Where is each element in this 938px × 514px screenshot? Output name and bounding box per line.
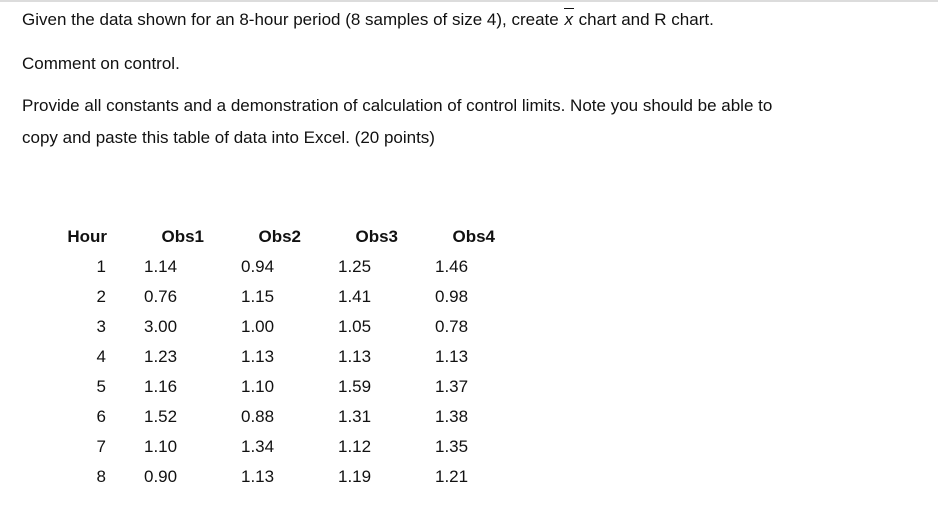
hour-cell: 5 <box>96 377 106 396</box>
obs4-cell <box>398 342 495 372</box>
obs-value: 1.13 <box>338 347 372 366</box>
obs-value: 1.19 <box>338 467 372 486</box>
question-paragraph <box>22 90 932 154</box>
table-row <box>40 372 495 402</box>
obs-value: 1.10 <box>144 437 178 456</box>
table-row <box>40 402 495 432</box>
hour-cell: 1 <box>96 257 106 276</box>
obs4-cell <box>398 402 495 432</box>
obs2-cell <box>204 462 301 492</box>
obs3-cell <box>301 372 398 402</box>
x-bar-symbol: x <box>563 4 574 36</box>
obs2-cell <box>204 432 301 462</box>
obs3-cell <box>301 252 398 282</box>
obs-value: 1.23 <box>144 347 178 366</box>
obs1-cell <box>107 252 204 282</box>
question-line-3: Provide all constants and a demonstration of calculation of control limits. Note you should be able to <box>22 96 773 115</box>
header-obs4: Obs4 <box>452 227 495 246</box>
table-row <box>40 462 495 492</box>
obs3-cell <box>301 312 398 342</box>
top-divider <box>0 0 938 2</box>
question-line-4: copy and paste this table of data into Excel. (20 points) <box>22 128 435 147</box>
obs-value: 0.88 <box>241 407 275 426</box>
obs-value: 1.52 <box>144 407 178 426</box>
header-obs1: Obs1 <box>161 227 204 246</box>
obs-value: 1.31 <box>338 407 372 426</box>
obs1-cell <box>107 462 204 492</box>
obs2-cell <box>204 312 301 342</box>
hour-cell: 4 <box>96 347 106 366</box>
obs-value: 1.13 <box>241 347 275 366</box>
obs3-cell <box>301 462 398 492</box>
obs1-cell <box>107 312 204 342</box>
question-line-1 <box>22 4 932 36</box>
obs-value: 1.46 <box>435 257 469 276</box>
question-line-1-end: chart and R chart. <box>573 10 714 29</box>
obs4-cell <box>398 312 495 342</box>
obs-value: 0.78 <box>435 317 469 336</box>
obs-value: 1.21 <box>435 467 469 486</box>
question-line-2: Comment on control. <box>22 54 180 73</box>
obs-value: 1.37 <box>435 377 469 396</box>
obs2-cell <box>204 342 301 372</box>
obs-value: 1.14 <box>144 257 178 276</box>
obs4-cell <box>398 252 495 282</box>
obs1-cell <box>107 372 204 402</box>
obs-value: 1.05 <box>338 317 372 336</box>
table-row <box>40 432 495 462</box>
hour-cell: 8 <box>96 467 106 486</box>
obs1-cell <box>107 432 204 462</box>
obs-value: 0.76 <box>144 287 178 306</box>
obs-value: 1.34 <box>241 437 275 456</box>
header-obs2: Obs2 <box>258 227 301 246</box>
table-row <box>40 342 495 372</box>
obs-value: 1.25 <box>338 257 372 276</box>
obs3-cell <box>301 282 398 312</box>
header-obs3: Obs3 <box>355 227 398 246</box>
obs2-cell <box>204 282 301 312</box>
obs4-cell <box>398 432 495 462</box>
obs2-cell <box>204 372 301 402</box>
obs4-cell <box>398 372 495 402</box>
obs-value: 1.16 <box>144 377 178 396</box>
obs-value: 1.12 <box>338 437 372 456</box>
obs4-cell <box>398 462 495 492</box>
obs-value: 1.13 <box>241 467 275 486</box>
table-header-row <box>40 222 495 252</box>
obs-value: 0.90 <box>144 467 178 486</box>
obs1-cell <box>107 402 204 432</box>
hour-cell: 2 <box>96 287 106 306</box>
header-hour: Hour <box>67 227 107 246</box>
table-row <box>40 252 495 282</box>
obs-value: 1.00 <box>241 317 275 336</box>
obs3-cell <box>301 432 398 462</box>
obs3-cell <box>301 402 398 432</box>
obs4-cell <box>398 282 495 312</box>
obs-value: 1.15 <box>241 287 275 306</box>
obs3-cell <box>301 342 398 372</box>
obs1-cell <box>107 342 204 372</box>
obs-value: 3.00 <box>144 317 178 336</box>
obs-value: 1.38 <box>435 407 469 426</box>
obs-value: 0.94 <box>241 257 275 276</box>
table-body <box>40 252 495 492</box>
obs-value: 0.98 <box>435 287 469 306</box>
obs-value: 1.13 <box>435 347 469 366</box>
obs1-cell <box>107 282 204 312</box>
hour-cell: 3 <box>96 317 106 336</box>
obs-value: 1.41 <box>338 287 372 306</box>
hour-cell: 6 <box>96 407 106 426</box>
question-line-1-start: Given the data shown for an 8-hour period (8 samples of size 4), create <box>22 10 564 29</box>
obs-value: 1.10 <box>241 377 275 396</box>
obs2-cell <box>204 402 301 432</box>
table-row <box>40 282 495 312</box>
hour-cell: 7 <box>96 437 106 456</box>
data-table <box>40 222 495 492</box>
obs2-cell <box>204 252 301 282</box>
obs-value: 1.59 <box>338 377 372 396</box>
obs-value: 1.35 <box>435 437 469 456</box>
table-row <box>40 312 495 342</box>
